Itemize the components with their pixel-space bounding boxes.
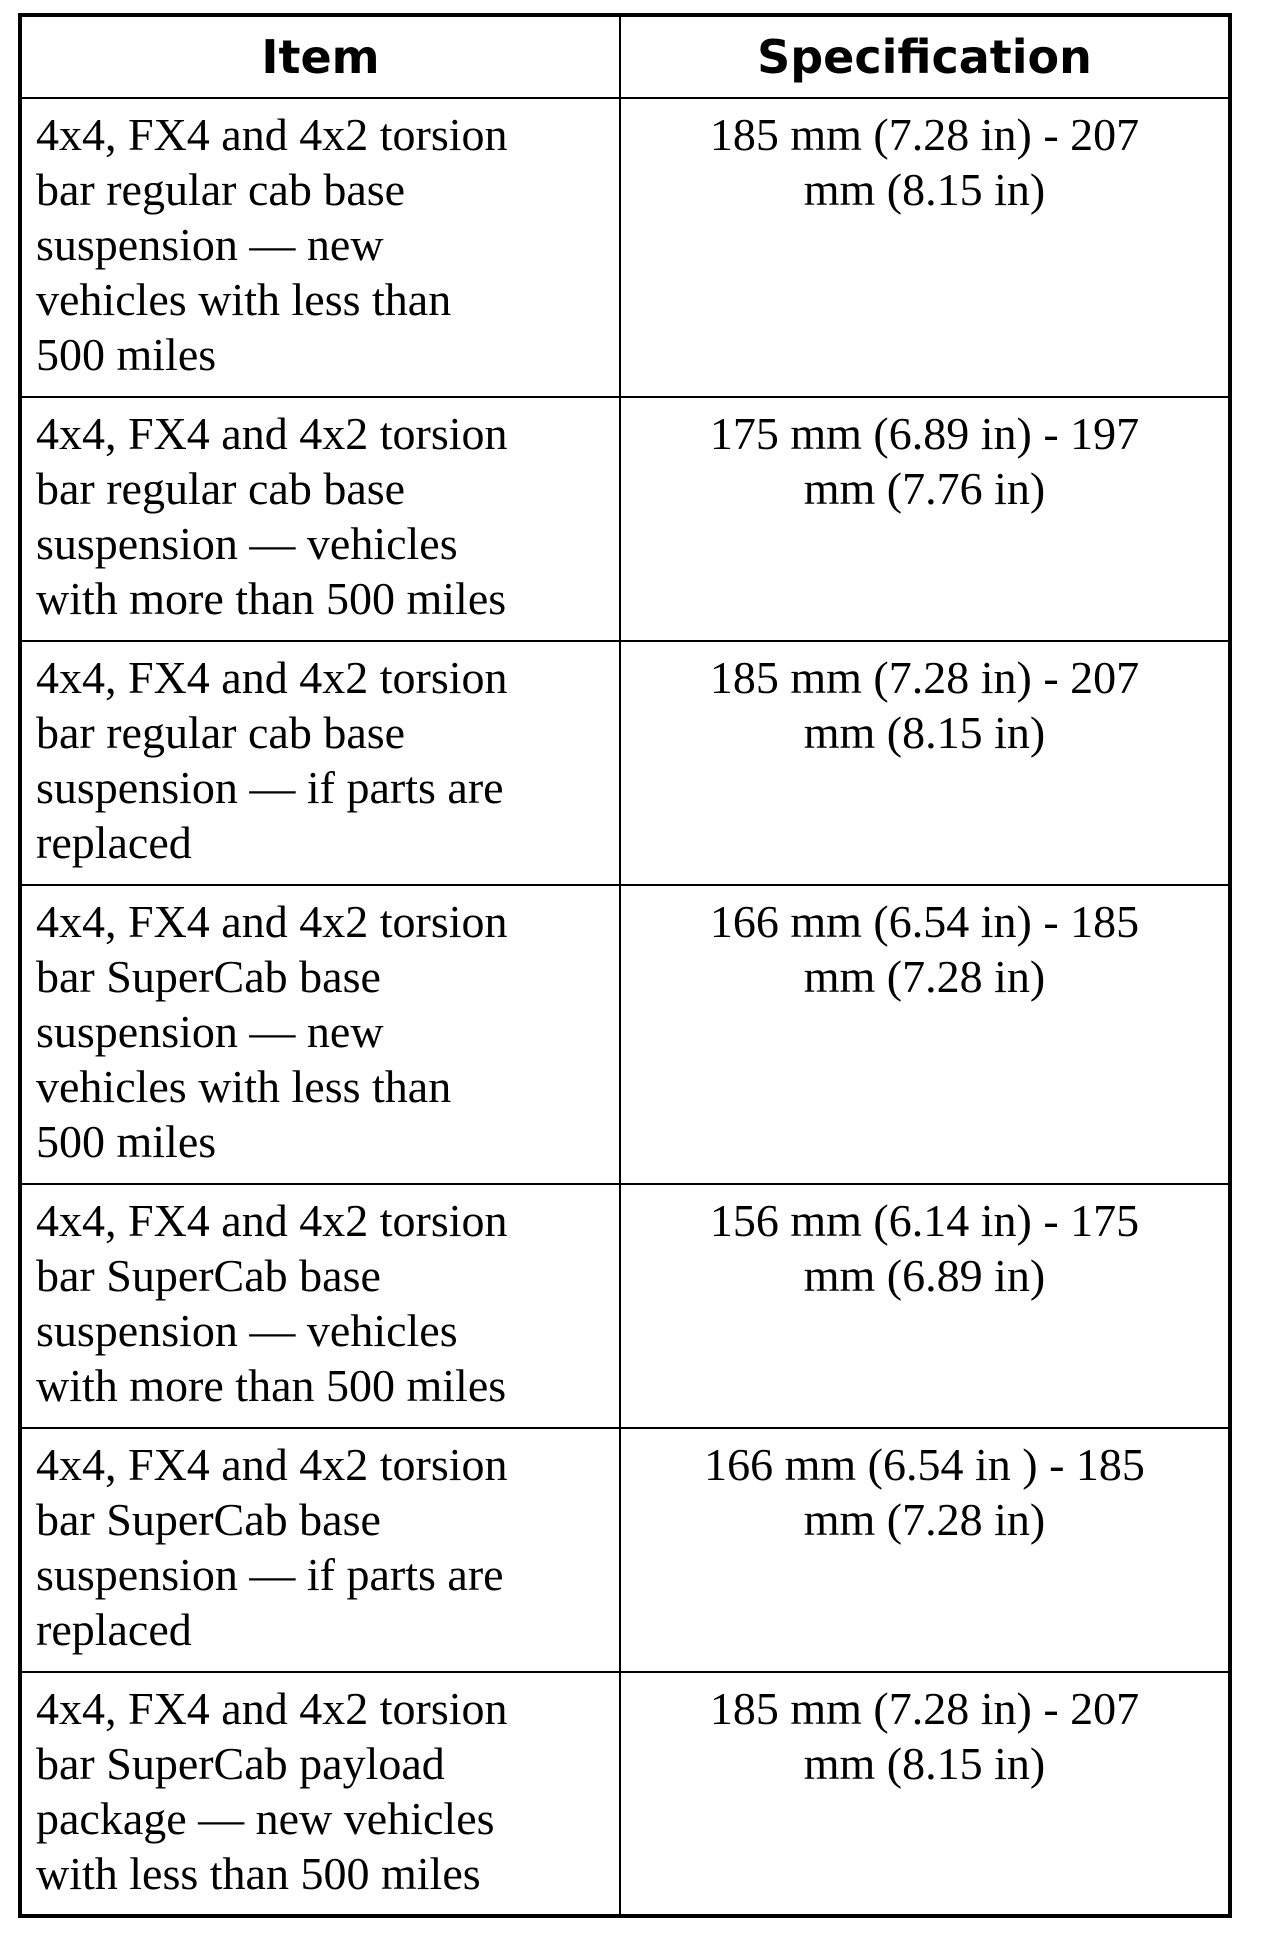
header-row — [20, 15, 1230, 98]
specification-cell: 166 mm (6.54 in) - 185 mm (7.28 in) — [620, 885, 1230, 1184]
table-row — [20, 1184, 1230, 1428]
item-cell: 4x4, FX4 and 4x2 torsion bar regular cab base suspension — if parts are replaced — [20, 641, 620, 885]
table-row — [20, 641, 1230, 885]
specification-cell: 185 mm (7.28 in) - 207 mm (8.15 in) — [620, 1672, 1230, 1916]
header-specification: Specification — [620, 15, 1230, 98]
specification-table — [18, 13, 1232, 1918]
table-row — [20, 1428, 1230, 1672]
item-cell: 4x4, FX4 and 4x2 torsion bar regular cab base suspension — new vehicles with less than 500 miles — [20, 98, 620, 397]
item-cell: 4x4, FX4 and 4x2 torsion bar SuperCab base suspension — if parts are replaced — [20, 1428, 620, 1672]
header-item: Item — [20, 15, 620, 98]
item-cell: 4x4, FX4 and 4x2 torsion bar SuperCab payload package — new vehicles with less than 500 miles — [20, 1672, 620, 1916]
specification-cell: 156 mm (6.14 in) - 175 mm (6.89 in) — [620, 1184, 1230, 1428]
table-row — [20, 1672, 1230, 1916]
item-cell: 4x4, FX4 and 4x2 torsion bar SuperCab base suspension — new vehicles with less than 500 miles — [20, 885, 620, 1184]
table-row — [20, 98, 1230, 397]
specification-cell: 185 mm (7.28 in) - 207 mm (8.15 in) — [620, 641, 1230, 885]
table-row — [20, 885, 1230, 1184]
item-cell: 4x4, FX4 and 4x2 torsion bar SuperCab base suspension — vehicles with more than 500 miles — [20, 1184, 620, 1428]
specification-cell: 166 mm (6.54 in ) - 185 mm (7.28 in) — [620, 1428, 1230, 1672]
table-row — [20, 397, 1230, 641]
item-cell: 4x4, FX4 and 4x2 torsion bar regular cab base suspension — vehicles with more than 500 miles — [20, 397, 620, 641]
specification-cell: 185 mm (7.28 in) - 207 mm (8.15 in) — [620, 98, 1230, 397]
specification-cell: 175 mm (6.89 in) - 197 mm (7.76 in) — [620, 397, 1230, 641]
